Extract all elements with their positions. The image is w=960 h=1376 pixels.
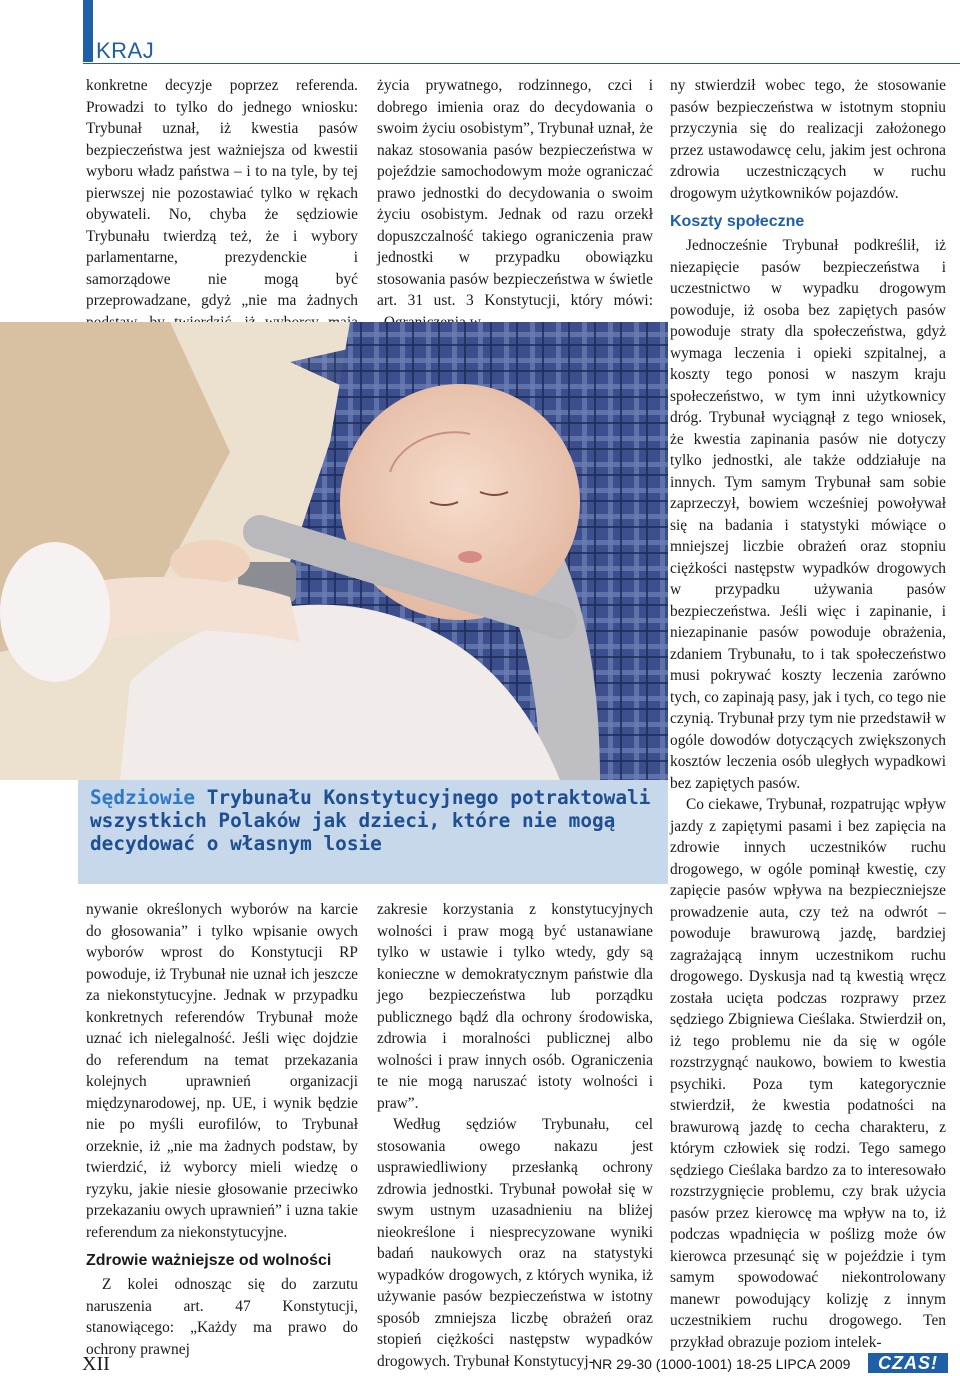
brand-logo: CZAS! [868,1353,948,1373]
paragraph: Z kolei odnosząc się do zarzutu naruszenia art. 47 Konstytucji, stanowiącego: „Każdy ma prawo do ochrony prawnej [86,1276,358,1358]
page-number: XII [82,1353,110,1375]
column-3 [670,75,946,1351]
paragraph: życia prywatnego, rodzinnego, czci i dobrego imienia oraz do decydowania o swoim życiu osobistym”, Trybunał uznał, że nakaz stosowania pasów bezpieczeństwa w pojeździe samochodowym może ograniczać prawo jednostki do decydowania o swoim życiu osobistym. Jednak od razu orzekł dopuszczalność takiego ograniczenia praw jednostki w przypadku obowiązku stosowania pasów bezpieczeństwa w świetle art. 31 ust. 3 Konstytucji, który mówi: [377,77,653,309]
paragraph: konkretne decyzje poprzez referenda. Prowadzi to tylko do jednego wniosku: Trybunał uznał, iż kwestia pasów bezpieczeństwa jest ważniejsza od kwestii wyboru władz państwa – i to na tyle, by tej pierwszej nie pozostawiać tylko w rękach obywateli. No, chyba że sędziowie Trybunału twierdzą też, że i wybory parlamentarne, prezydenckie i samorządowe nie mogą być przeprowadzane, gdyż „nie ma żadnych [86,77,358,309]
subheading: Zdrowie ważniejsze od wolności [86,1252,332,1269]
column-1-bottom [86,899,358,1358]
paragraph: ny stwierdził wobec tego, że stosowanie pasów bezpieczeństwa w istotnym stopniu przyczynia się do realizacji założonego przez ustawodawcę celu, jakim jest ochrona zdrowia uczestniczących w ruchu drogowym użytkowników pojazdów. [670,77,946,202]
baby-car-seat-photo [0,322,668,780]
subheading: Koszty społeczne [670,213,805,230]
paragraph: Co ciekawe, Trybunał, rozpatrując wpływ jazdy z zapiętymi pasami i bez zapięcia na zdrowie innych uczestników ruchu drogowego, w ogóle pominął kwestię, czy zapięcie pasów wpływa na bezpieczniejsze prowadzenie auta, czy też na odwrót – powoduje brawurową jazdę, bardziej zagrażającą innym uczestnikom ruchu drogowego. Dyskusja nad tą kwestią wręcz została ucięta podczas rozprawy przez sędziego Zbigniewa Cieślaka. Stwierdził on, iż tego problemu nie da się w ogóle rozstrzygnąć naukowo, bowiem to kwestia psychiki. Poza tym kategorycznie stwierdził, że kwestia podatności na brawurową jazdę to cecha charakteru, z którym człowiek się rodzi. Tego samego sędziego Cieślaka bardzo za to interesowało rozstrzygnięcie problemu, czy brak użycia pasów przez kierowcę ma wpływ na to, iż podczas wpadnięcia w poślizg może ów kierowca przesunąć się w pojeździe i tym samym spowodować niekontrolowany manewr powodujący kolizję z innym uczestnikiem ruchu drogowego. Ten przykład obrazuje poziom intelek- [670,796,946,1351]
paragraph: Jednocześnie Trybunał podkreślił, iż niezapięcie pasów bezpieczeństwa i uczestnictwo w wypadku drogowym powoduje, iż osoba bez zapiętych pasów powoduje straty dla społeczeństwa, gdyż wymaga leczenia i opieki szpitalnej, a koszty tego ponosi w naszym kraju społeczeństwo, w tym inni użytkownicy dróg. Trybunał wyciągnął z tego wniosek, że kwestia zapinania pasów nie dotyczy tylko jednostki, ale także oddziałuje na innych. Tym samym Trybunał sam sobie zaprzeczył, bowiem wcześniej powoływał się na badania i statystyki mówiące o mniejszej liczbie obrażeń oraz stopniu ciężkości następstw wypadków drogowych w przypadku używania pasów bezpieczeństwa. Jeśli więc i zapinanie, i niezapinanie pasów powoduje obrażenia, zdaniem Trybunału, to i tak społeczeństwo musi pokrywać koszty leczenia zarówno tych, co zapinają pasy, jak i tych, co tego nie czynią. Trybunał przy tym nie przedstawił w ogóle dowodów dotyczących zwiększonych kosztów leczenia osób uległych wypadkowi bez zapiętych pasów. [670,237,946,792]
pull-quote-highlight: Sędziowie [90,786,196,809]
pull-quote-rest: Trybunału Konstytucyjnego potraktowali wszystkich Polaków jak dzieci, które nie mogą decydować o własnym losie [90,786,651,855]
column-1-top [86,75,358,323]
pull-quote [90,786,660,855]
section-marker [83,0,93,62]
issue-info: NR 29-30 (1000-1001) 18-25 LIPCA 2009 [592,1356,851,1372]
column-2-bottom [377,899,653,1370]
column-2-top [377,75,653,323]
paragraph: zakresie korzystania z konstytucyjnych wolności i praw mogą być ustanawiane tylko w ustawie i tylko wtedy, gdy są konieczne w demokratycznym państwie dla jego bezpieczeństwa lub porządku publicznego bądź dla ochrony środowiska, zdrowia i moralności publicznej albo wolności i praw innych osób. Ograniczenia te nie mogą naruszać istoty wolności i praw”. [377,901,653,1112]
header-rule [83,63,960,64]
paragraph: Według sędziów Trybunału, cel stosowania owego nakazu jest usprawiedliwiony przesłanką ochrony zdrowia jednostki. Trybunał powołał się w swym ustnym uzasadnieniu na bliżej nieokreślone i niesprecyzowane wyniki badań naukowych oraz na statystyki wypadków drogowych, z których wynika, iż używanie pasów bezpieczeństwa w istotny sposób zmniejsza liczbę obrażeń oraz stopień ciężkości następstw wypadków drogowych. Trybunał Konstytucyj- [377,1116,653,1370]
section-label: KRAJ [96,38,155,63]
paragraph: nywanie określonych wyborów na karcie do głosowania” i tylko wpisanie owych wyborów wprost do Konstytucji RP powoduje, iż Trybunał nie uznał ich jeszcze za niekonstytucyjne. Jednak w przypadku konkretnych referendów Trybunał może uznać ich nielegalność. Jeśli więc dojdzie do referendum na temat przekazania kolejnych uprawnień organizacji międzynarodowej, np. UE, i wynik będzie nie po myśli eurofilów, to Trybunał orzeknie, iż „nie ma żadnych podstaw, by twierdzić, iż wyborcy mieli wiedzę o ryzyku, jakie niesie głosowanie przeciwko przekazaniu owych uprawnień” i uzna takie referendum za niekonstytucyjne. [86,901,358,1241]
